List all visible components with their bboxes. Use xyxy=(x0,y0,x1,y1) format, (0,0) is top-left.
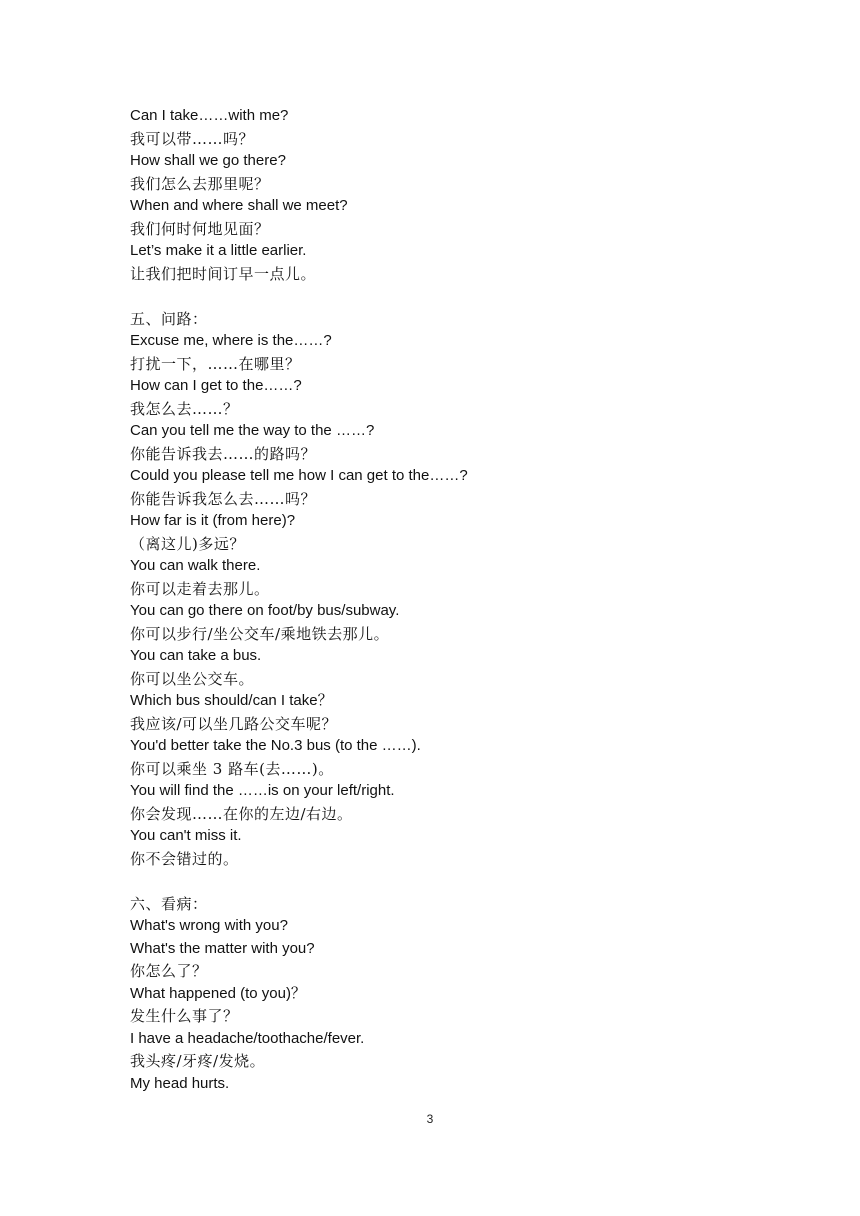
chinese-line: 你可以走着去那儿。 xyxy=(130,579,270,598)
blank-line xyxy=(130,285,750,308)
english-line: You can take a bus. xyxy=(130,647,262,664)
section-heading: 六、看病： xyxy=(130,894,208,913)
chinese-line: 你能告诉我怎么去……吗？ xyxy=(130,489,317,508)
english-line: You'd better take the No.3 bus (to the ……). xyxy=(130,737,421,754)
chinese-line: 你能告诉我去……的路吗？ xyxy=(130,444,317,463)
english-line: Let’s make it a little earlier. xyxy=(130,242,307,259)
english-line: How can I get to the……? xyxy=(130,377,302,394)
english-line: I have a headache/toothache/fever. xyxy=(130,1029,365,1047)
english-line: What's wrong with you? xyxy=(130,917,288,934)
english-line: You can't miss it. xyxy=(130,827,242,844)
english-line: Excuse me, where is the……? xyxy=(130,332,332,349)
chinese-line: 你不会错过的。 xyxy=(130,849,239,868)
english-line: Can I take……with me? xyxy=(130,107,289,124)
section-heading: 五、问路： xyxy=(130,309,208,328)
english-line: What happened (to you)？ xyxy=(130,984,306,1002)
english-line: My head hurts. xyxy=(130,1074,230,1092)
page-number: 3 xyxy=(426,1112,434,1126)
english-line: What's the matter with you? xyxy=(130,939,315,957)
chinese-line: 你可以乘坐 3 路车(去……)。 xyxy=(130,759,334,778)
chinese-line: 你会发现……在你的左边/右边。 xyxy=(130,804,353,823)
chinese-line: 我可以带……吗？ xyxy=(130,129,255,148)
english-line: Which bus should/can I take？ xyxy=(130,692,333,709)
chinese-line: 我应该/可以坐几路公交车呢？ xyxy=(130,714,338,733)
chinese-line: 我怎么去……？ xyxy=(130,399,239,418)
english-line: You will find the ……is on your left/right. xyxy=(130,782,395,799)
blank-line xyxy=(130,870,750,893)
chinese-line: 你可以步行/坐公交车/乘地铁去那儿。 xyxy=(130,624,390,643)
chinese-line: 我头疼/牙疼/发烧。 xyxy=(130,1052,266,1070)
chinese-line: 你怎么了？ xyxy=(130,962,208,980)
chinese-line: 让我们把时间订早一点儿。 xyxy=(130,264,317,283)
english-line: Could you please tell me how I can get to the……? xyxy=(130,467,468,484)
english-line: Can you tell me the way to the ……? xyxy=(130,422,375,439)
chinese-line: 我们何时何地见面？ xyxy=(130,219,270,238)
english-line: How far is it (from here)? xyxy=(130,512,296,529)
chinese-line: 我们怎么去那里呢？ xyxy=(130,174,270,193)
chinese-line: 打扰一下，……在哪里？ xyxy=(130,354,301,373)
english-line: How shall we go there? xyxy=(130,152,286,169)
chinese-line: 你可以坐公交车。 xyxy=(130,669,255,688)
english-line: You can walk there. xyxy=(130,557,261,574)
english-line: You can go there on foot/by bus/subway. xyxy=(130,602,400,619)
english-line: When and where shall we meet? xyxy=(130,197,348,214)
chinese-line: （离这儿)多远？ xyxy=(130,534,245,553)
document-body xyxy=(130,105,750,1095)
chinese-line: 发生什么事了？ xyxy=(130,1007,239,1025)
